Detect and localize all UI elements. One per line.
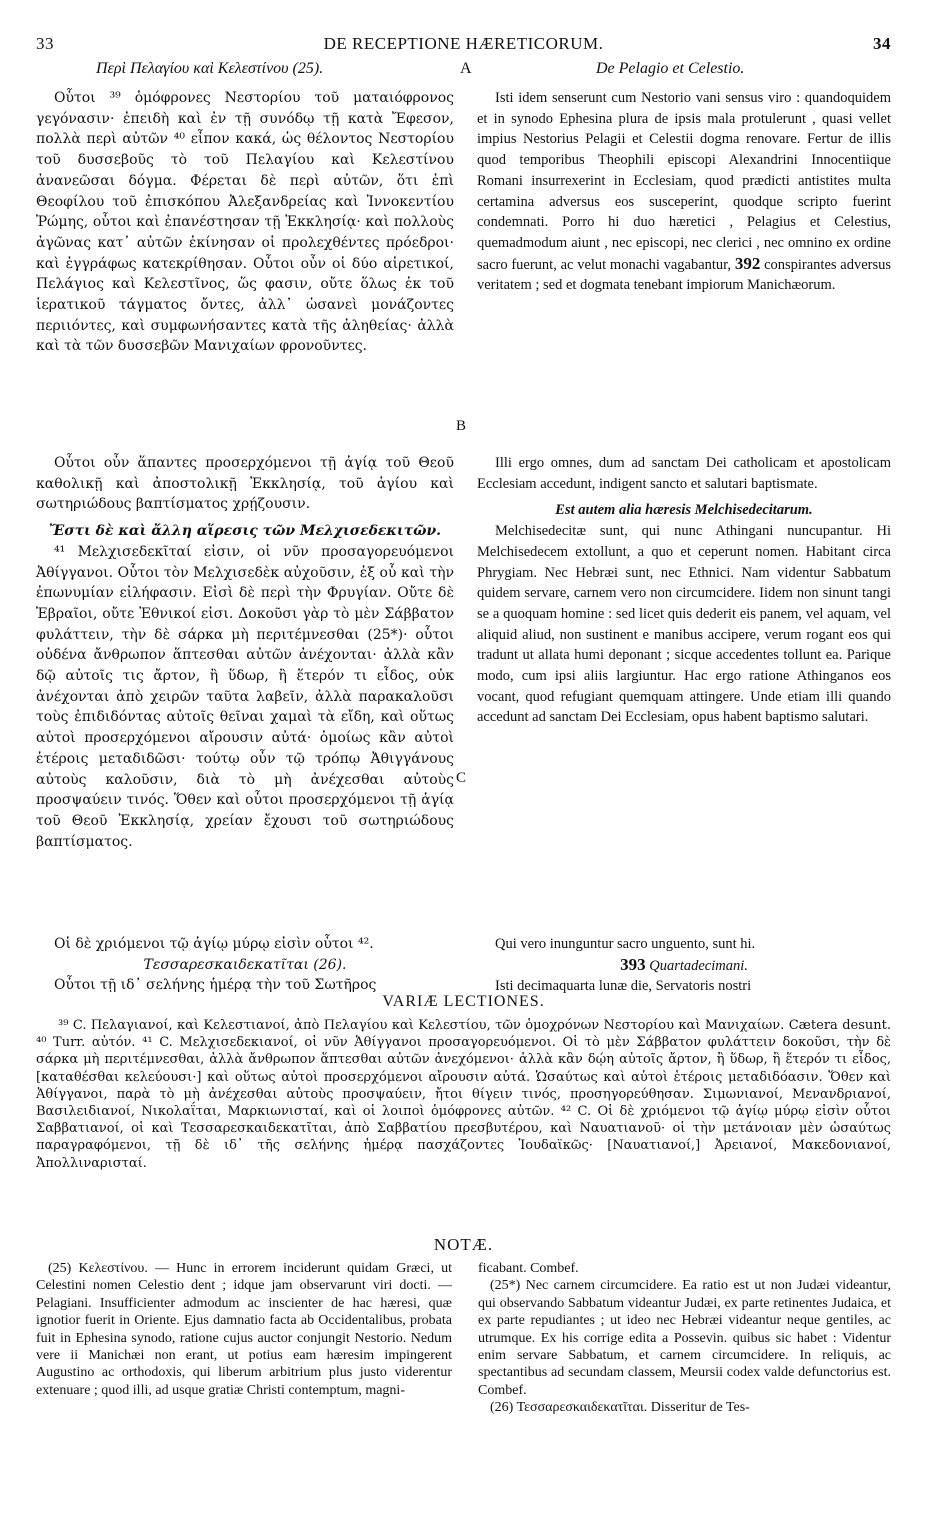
latin-column-heading: De Pelagio et Celestio. (596, 60, 745, 77)
greek-heading-melchisedecites: Ἔστι δὲ καὶ ἄλλη αἵρεσις τῶν Μελχισεδεκιτῶν. (48, 523, 442, 540)
page-number-left: 33 (36, 34, 54, 53)
greek-paragraph-anointed: Οἱ δὲ χριόμενοι τῷ ἁγίῳ μύρῳ εἰσὶν οὗτοι ⁴². (54, 936, 374, 952)
latin-column-3 (477, 934, 891, 997)
margin-letter-a: A (460, 60, 472, 77)
running-title: DE RECEPTIONE HÆRETICORUM. (323, 34, 604, 53)
margin-letter-c: C (456, 770, 467, 786)
greek-heading-quartodecimans: Τεσσαρεσκαιδεκατῖται (26). (143, 956, 347, 973)
greek-column (36, 88, 454, 357)
page-number-right: 34 (873, 34, 891, 53)
latin-paragraph-baptism: Illi ergo omnes, dum ad sanctam Dei catholicam et apostolicam Ecclesiam accedunt, indigent sancto et salutari baptismate. (477, 455, 891, 492)
column-headings (36, 60, 891, 82)
latin-paragraph-melchisedecites: Melchisedecitæ sunt, qui nunc Athingani nuncupantur. Hi Melchisedecem extollunt, a quo et ceperunt nomen. Habitant circa Phrygiam. Nec Hebræi sunt, nec Ethnici. Nam videntur Sabbatum quidem servare, carnem vero non circumcidere. Iidem non sinunt tangi se a quoquam homine : sed licet quis dederit eis panem, vel aquam, vel aliquid aliud, non sustinent e manibus accipere, verum rogant eos qui tradunt ut allata humi deponant ; sicque accedentes tollunt ea. Parique modo, cum ipsi aliis largiuntur. Hac ergo ratione Athinganos eos vocant, quod refugiant quemquam attingere. Unde etiam illi quando accedunt ad sanctam Dei Ecclesiam, opus habent baptismo salutari. (477, 523, 891, 726)
greek-paragraph-pelagius: Οὗτοι ³⁹ ὁμόφρονες Νεστορίου τοῦ ματαιόφρονος γεγόνασιν· ἐπειδὴ καὶ ἐν τῇ συνόδῳ τῇ κατὰ Ἔφεσον, πολλὰ περὶ αὐτῶν ⁴⁰ εἶπον κακά, ὡς θέλοντος Νεστορίου τοῦ δυσσεβοῦς τὸ τοῦ Πελαγίου καὶ Κελεστίνου ἀνανεῶσαι δόγμα. Φέρεται δὲ περὶ αὐτῶν, ὅτι ἐπὶ Θεοφίλου τοῦ ἐπισκόπου Ἀλεξανδρείας καὶ Ἰννοκεντίου Ῥώμης, οὗτοι καὶ ἐπανέστησαν τῇ Ἐκκλησίᾳ· καὶ πολλοὺς ἀγῶνας κατ᾽ αὐτῶν ἐκίνησαν οἱ προλεχθέντες πρόεδροι· καὶ ἐγγράφως κατεκρίθησαν. Οὗτοι οὖν οἱ δύο αἱρετικοί, Πελάγιος καὶ Κελεστῖνος, ὥς φασιν, οὔτε ὅλως ἐκ τοῦ ἱερατικοῦ τάγματος ὄντες, ἀλλ᾽ ὡσανεὶ μονάζοντες περιιόντες, καὶ συμφωνήσαντες κατὰ τῆς ἀληθείας· ἀλλὰ καὶ τὰ τῶν δυσσεβῶν Μανιχαίων φρονοῦντες. (36, 90, 454, 355)
latin-column-2 (477, 453, 891, 728)
latin-column (477, 88, 891, 296)
notes-right-column (478, 1260, 891, 1417)
latin-heading-quartodecimans-line (477, 955, 891, 977)
running-head (36, 34, 891, 56)
greek-paragraph-quartodecimans: Οὗτοι τῇ ιδ᾽ σελήνης ἡμέρᾳ τὴν τοῦ Σωτῆρος (54, 977, 377, 994)
notes-left-column (36, 1260, 452, 1399)
margin-letter-b: B (456, 418, 467, 434)
latin-paragraph-anointed: Qui vero inunguntur sacro unguento, sunt hi. (495, 936, 756, 952)
greek-column-2 (36, 453, 454, 852)
variae-lectiones-body (36, 1017, 891, 1172)
latin-heading-quartodecimans: Quartadecimani. (649, 957, 748, 974)
note-25: (25) Κελεστίνου. — Hunc in errorem inciderunt quidam Græci, ut Celestini nomen Celestio dent ; idque jam observarunt viri docti. — Pelagiani. Insufficienter admodum ac inscienter de hac hæresi, quæ ignotior fuerit in Oriente. Ejus damnatio facta ab Occidentalibus, probata fuit in Ephesina synodo, ratione cujus auctor conjungit Nestorio. Nedum vere ii Manichæi non erant, ut potius eam hæresim impingerent Augustino ac orthodoxis, qui liberum arbitrium plus justo viderentur extenuare ; quod illi, ad usque gratiæ Christi contemptum, magni- (36, 1261, 452, 1398)
variae-lectiones-title: VARIÆ LECTIONES. (382, 993, 545, 1010)
note-26: (26) Τεσσαρεσκαιδεκατῖται. Disseritur de Tes- (490, 1400, 750, 1416)
latin-text-part1: Isti idem senserunt cum Nestorio vani sensus viro : quandoquidem et in synodo Ephesina plura de ipsis mala protulerunt , quasi vellet impius Nestorius Pelagii et Celestii dogma renovare. Fertur de illis quod temporibus Theophili episcopi Alexandrini Innocentiique Romani insurrexerint in Ecclesiam, quod prædicti antistites multa certamina adversus eos susceperint, quodque scripto fuerint condemnati. Porro hi duo hæretici , Pelagius et Celestius, quemadmodum aiunt , nec episcopi, nec clerici , nec omnino ex ordine sacro fuerunt, ac velut monachi vagabantur, (477, 90, 891, 273)
greek-column-heading: Περὶ Πελαγίου καὶ Κελεστίνου (25). (96, 60, 324, 77)
latin-heading-melchisedecites: Est autem alia hæresis Melchisedecitarum. (555, 502, 813, 519)
marginal-number-393: 393 (620, 954, 646, 974)
variae-lectiones-text: ³⁹ C. Πελαγιανοί, καὶ Κελεστιανοί, ἀπὸ Πελαγίου καὶ Κελεστίου, τῶν ὁμοχρόνων Νεστορίου καὶ Μανιχαίων. Cætera desunt. ⁴⁰ Turr. αὐτόν. ⁴¹ C. Μελχισεδεκιανοί, οἱ νῦν Ἀθίγγανοι προσαγορευόμενοι. Οἱ τὸ μὲν Σάββατον φυλάττειν δοκοῦσι, τὴν δὲ σάρκα μὴ περιτέμνεσθαι, ἀλλὰ ἄνθρωπον ἅπτεσθαι αὐτῶν ἀνεχόμενοι· ἀλλὰ κἂν δῴη αὐτοῖς ἄρτον, ἢ ὕδωρ, ἢ ἕτερόν τι εἶδος, [καταθέσθαι κελεύουσι·] καὶ οὕτως αὐτοὶ προσερχόμενοι αἴρουσιν αὐτά. Ὡσαύτως καὶ αὐτοὶ ἑτέροις μεταδιδόασιν. Ὅθεν καὶ Ἀθίγγανοι, παρὰ τὸ μὴ ἀνέχεσθαι αὐτοὺς προσψαύειν, ἤτοι θίγειν τινός, προσηγορεύθησαν. Σιμωνιανοί, Μενανδριανοί, Βασιλειδιανοί, Νικολαΐται, Μαρκιωνισταί, καὶ οἱ λοιποὶ ὁμόφρονες αὐτῶν. ⁴² C. Οἱ δὲ χριόμενοι τῷ ἁγίῳ μύρῳ εἰσὶν οὗτοι Σαββατιανοί, οἱ καὶ Τεσσαρεσκαιδεκατῖται, ἀπὸ Σαββατίου πρεσβυτέρου, καὶ Ναυατιανοῦ· οἱ τὴν μετάνοιαν μὲν ὡσαύτως παραγραφόμενοι, τῇ δὲ ιδ᾽ τῆς σελήνης ἡμέρᾳ πασχάζοντες Ἰουδαϊκῶς· [Ναυατιανοί,] Ἀρειανοί, Μακεδονιανοί, Ἀπολλιναρισταί. (36, 1018, 891, 1171)
greek-column-3 (36, 934, 454, 996)
latin-text-part2: conspirantes adversus veritatem ; sed et dogmata tenebant impiorum Manichæorum. (477, 256, 892, 294)
marginal-number-392: 392 (734, 253, 761, 273)
latin-paragraph-quartodecimans: Isti decimaquarta lunæ die, Servatoris nostri (495, 978, 752, 995)
greek-paragraph-melchisedecites: ⁴¹ Μελχισεδεκῖταί εἰσιν, οἱ νῦν προσαγορευόμενοι Ἀθίγγανοι. Οὗτοι τὸν Μελχισεδὲκ αὐχοῦσιν, ἐξ οὗ καὶ τὴν ἐπωνυμίαν εἰλήφασιν. Εἰσὶ δὲ περὶ τὴν Φρυγίαν. Οὔτε δὲ Ἑβραῖοι, οὔτε Ἐθνικοί εἰσι. Δοκοῦσι γὰρ τὸ μὲν Σάββατον φυλάττειν, τὴν δὲ σάρκα μὴ περιτέμνεσθαι (25*)· οὗτοι οὐδένα ἄνθρωπον ἅπτεσθαι αὐτῶν ἀνέχονται· ἀλλὰ κἂν δῷ αὐτοῖς τις ἄρτον, ἢ ὕδωρ, ἢ ἕτερόν τι εἶδος, οὐκ ἀνέχονται ἀπὸ χειρῶν ταῦτα λαβεῖν, ἀλλὰ παρακαλοῦσι τοὺς ἐπιδιδόντας αὐτοῖς θεῖναι χαμαὶ τὰ εἴδη, καὶ οὕτως αὐτοὶ προσερχόμενοι αἴρουσιν αὐτά· ὁμοίως κἂν αὐτοὶ ἑτέροις μεταδιδῶσι· τούτῳ οὖν τῷ τρόπῳ Ἀθιγγάνους αὐτοὺς καλοῦσιν, διὰ τὸ μὴ ἀνέχεσθαι αὐτοὺς προσψαύειν τινός. Ὅθεν καὶ οὗτοι προσερχόμενοι τῇ ἁγίᾳ τοῦ Θεοῦ Ἐκκλησίᾳ, χρείαν ἔχουσι τοῦ σωτηριώδους βαπτίσματος. (36, 543, 454, 850)
note-25-star: (25*) Nec carnem circumcidere. Ea ratio est ut non Judæi videantur, qui observando Sabbatum videantur Judæi, ex parte retinentes Judaica, et ex parte repudiantes ; ut ideo nec Hebræi videantur neque gentiles, ac utrumque. Ex his corrige edita a Possevin. quibus sic habet : Videntur enim servare Sabbatum, et carnem circumcidere. In reliquis, ac spectantibus ad secundam classem, Meursii codex valde defunctorius est. Combef. (478, 1278, 891, 1398)
greek-paragraph-baptism: Οὗτοι οὖν ἅπαντες προσερχόμενοι τῇ ἁγίᾳ τοῦ Θεοῦ καθολικῇ καὶ ἀποστολικῇ Ἐκκλησίᾳ, τοῦ ἁγίου καὶ σωτηριώδους βαπτίσματος χρῄζουσιν. (36, 455, 454, 513)
note-25-continuation: ficabant. Combef. (478, 1261, 579, 1276)
notae-title: NOTÆ. (433, 1235, 494, 1254)
latin-paragraph-pelagius (477, 88, 891, 296)
